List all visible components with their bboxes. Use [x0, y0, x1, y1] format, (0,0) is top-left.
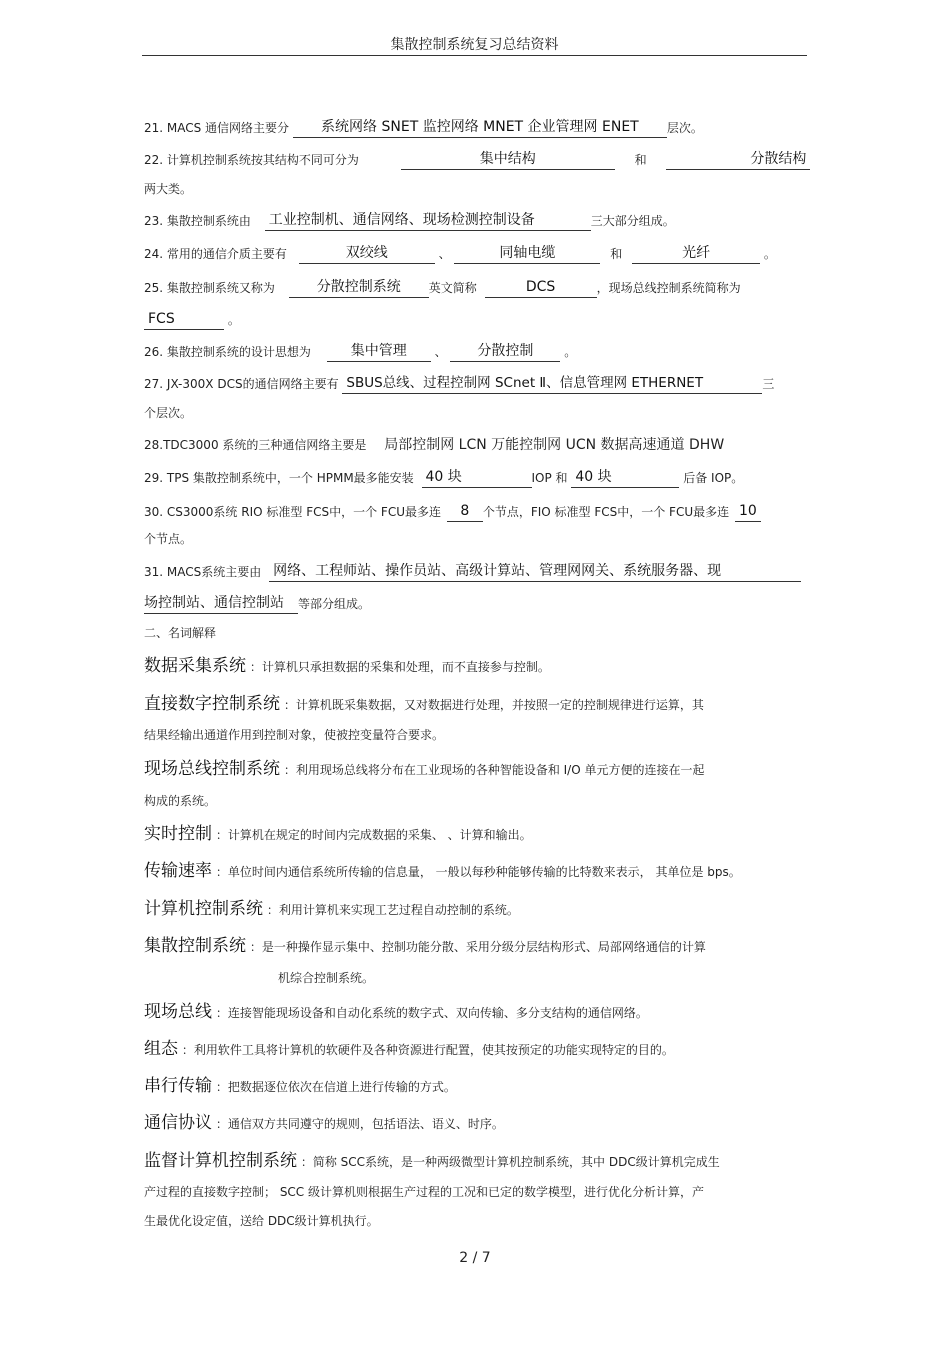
definition-text-cont: 机综合控制系统。 [278, 971, 375, 985]
definition-text: ：计算机既采集数据，又对数据进行处理，并按照一定的控制规律进行运算，其 [283, 698, 704, 712]
question-prefix: 21. MACS 通信网络主要分 [144, 121, 290, 135]
definition-item [144, 934, 706, 959]
definition-text: ：利用现场总线将分布在工业现场的各种智能设备和 I/O 单元方便的连接在一起 [283, 763, 705, 777]
question-sep: 、 [434, 345, 447, 359]
answer-blank: 同轴电缆 [454, 243, 600, 264]
question-suffix: 三大部分组成。 [590, 214, 675, 228]
definition-item [144, 692, 704, 717]
question-mid: 个节点，FIO 标准型 FCS中，一个 FCU最多连 [482, 505, 730, 519]
question-21 [144, 117, 703, 138]
question-prefix: 28.TDC3000 系统的三种通信网络主要是 [144, 438, 367, 452]
definition-item [144, 1074, 456, 1099]
definition-text-cont: 产过程的直接数字控制； SCC 级计算机则根据生产过程的工况和已定的数学模型，进行优化分析计算，产 [144, 1185, 705, 1199]
definition-text: ：利用软件工具将计算机的软硬件及各种资源进行配置，使其按预定的功能实现特定的目的。 [181, 1043, 674, 1057]
question-prefix: 25. 集散控制系统又称为 [144, 281, 275, 295]
definition-item [144, 1111, 504, 1136]
question-28 [144, 435, 724, 455]
definition-text-cont: 生最优化设定值，送给 DDC级计算机执行。 [144, 1214, 379, 1228]
definition-item [144, 897, 519, 922]
definition-term: 现场总线 [144, 1002, 212, 1022]
question-sep: 、 [438, 247, 451, 261]
question-27 [144, 373, 774, 394]
definition-item [144, 1149, 720, 1174]
definition-item [144, 654, 550, 679]
question-mid: IOP 和 [531, 471, 568, 485]
question-mid: 英文简称 [428, 281, 477, 295]
question-31-cont [144, 593, 370, 614]
definition-term: 通信协议 [144, 1113, 212, 1133]
question-24 [144, 243, 776, 264]
answer-text: 局部控制网 LCN 万能控制网 UCN 数据高速通道 DHW [384, 437, 725, 453]
header-divider [142, 55, 807, 56]
question-30-cont: 个节点。 [144, 532, 193, 546]
definition-text: ：通信双方共同遵守的规则，包括语法、语义、时序。 [215, 1117, 504, 1131]
question-prefix: 31. MACS系统主要由 [144, 565, 262, 579]
definition-term: 现场总线控制系统 [144, 759, 280, 779]
question-prefix: 30. CS3000系统 RIO 标准型 FCS中，一个 FCU最多连 [144, 505, 441, 519]
question-27-cont: 个层次。 [144, 406, 193, 420]
answer-blank: 系统网络 SNET 监控网络 MNET 企业管理网 ENET [293, 117, 667, 138]
question-prefix: 22. 计算机控制系统按其结构不同可分为 [144, 153, 359, 167]
question-25 [144, 277, 741, 298]
question-suffix: 。 [763, 247, 776, 261]
answer-blank: 集中结构 [401, 149, 615, 170]
definition-term: 直接数字控制系统 [144, 694, 280, 714]
answer-blank: 工业控制机、通信网络、现场检测控制设备 [265, 210, 591, 231]
definition-item [144, 1000, 648, 1025]
answer-blank: 光纤 [632, 243, 760, 264]
definition-item [144, 859, 741, 884]
answer-blank: 40 块 [422, 467, 532, 488]
definition-term: 串行传输 [144, 1076, 212, 1096]
question-23 [144, 210, 675, 231]
answer-blank: 集中管理 [327, 341, 431, 362]
definition-term: 集散控制系统 [144, 936, 246, 956]
definition-term: 监督计算机控制系统 [144, 1151, 297, 1171]
definition-term: 数据采集系统 [144, 656, 246, 676]
question-suffix: 后备 IOP。 [683, 471, 744, 485]
definition-text: ：把数据逐位依次在信道上进行传输的方式。 [215, 1080, 456, 1094]
answer-blank: 分散控制系统 [289, 277, 429, 298]
question-26 [144, 341, 576, 362]
page-header-title: 集散控制系统复习总结资料 [390, 37, 559, 53]
answer-blank: 10 [735, 501, 761, 522]
definition-text: ：单位时间内通信系统所传输的信息量， 一般以每秒种能够传输的比特数来表示， 其单位是 bps。 [215, 865, 741, 879]
answer-blank: 场控制站、通信控制站 [144, 593, 298, 614]
definition-term: 传输速率 [144, 861, 212, 881]
question-prefix: 26. 集散控制系统的设计思想为 [144, 345, 311, 359]
answer-blank: 40 块 [571, 467, 679, 488]
answer-blank: DCS [485, 277, 597, 298]
question-suffix: ，现场总线控制系统简称为 [596, 281, 741, 295]
definition-term: 计算机控制系统 [144, 899, 263, 919]
definition-text: ：是一种操作显示集中、控制功能分散、采用分级分层结构形式、局部网络通信的计算 [249, 940, 706, 954]
answer-blank: 网络、工程师站、操作员站、高级计算站、管理网网关、系统服务器、现 [269, 561, 801, 582]
answer-blank: 分散控制 [450, 341, 560, 362]
question-suffix: 等部分组成。 [298, 597, 371, 611]
definition-text: ：计算机在规定的时间内完成数据的采集、 、计算和输出。 [215, 828, 532, 842]
question-prefix: 23. 集散控制系统由 [144, 214, 251, 228]
question-prefix: 29. TPS 集散控制系统中，一个 HPMM最多能安装 [144, 471, 414, 485]
section-title: 二、名词解释 [144, 626, 217, 640]
answer-blank: FCS [144, 309, 224, 330]
question-25-cont [144, 309, 240, 330]
answer-blank: 8 [447, 501, 483, 522]
question-suffix: 层次。 [666, 121, 703, 135]
page-number: 2 / 7 [459, 1250, 491, 1266]
definition-text-cont: 构成的系统。 [144, 794, 217, 808]
answer-blank: 分散结构 [666, 149, 810, 170]
question-22 [144, 149, 810, 170]
definition-term: 实时控制 [144, 824, 212, 844]
question-prefix: 24. 常用的通信介质主要有 [144, 247, 287, 261]
question-end: 。 [227, 313, 240, 327]
definition-item [144, 822, 532, 847]
definition-text: ：简称 SCC系统，是一种两级微型计算机控制系统，其中 DDC级计算机完成生 [300, 1155, 720, 1169]
definition-text: ：利用计算机来实现工艺过程自动控制的系统。 [266, 903, 519, 917]
answer-blank: 双绞线 [299, 243, 435, 264]
question-29 [144, 467, 743, 488]
question-31 [144, 561, 801, 582]
answer-blank: SBUS总线、过程控制网 SCnet Ⅱ、信息管理网 ETHERNET [342, 373, 762, 394]
question-suffix: 。 [564, 345, 577, 359]
definition-item [144, 1037, 674, 1062]
definition-text: ：连接智能现场设备和自动化系统的数字式、双向传输、多分支结构的通信网络。 [215, 1006, 648, 1020]
question-mid: 和 [610, 247, 623, 261]
definition-text-cont: 结果经输出通道作用到控制对象，使被控变量符合要求。 [144, 728, 445, 742]
definition-item [144, 757, 705, 782]
question-30 [144, 501, 761, 522]
definition-term: 组态 [144, 1039, 178, 1059]
question-suffix: 三 [762, 377, 775, 391]
question-prefix: 27. JX-300X DCS的通信网络主要有 [144, 377, 339, 391]
question-mid: 和 [634, 153, 647, 167]
definition-text: ：计算机只承担数据的采集和处理，而不直接参与控制。 [249, 660, 550, 674]
question-22-cont: 两大类。 [144, 182, 193, 196]
